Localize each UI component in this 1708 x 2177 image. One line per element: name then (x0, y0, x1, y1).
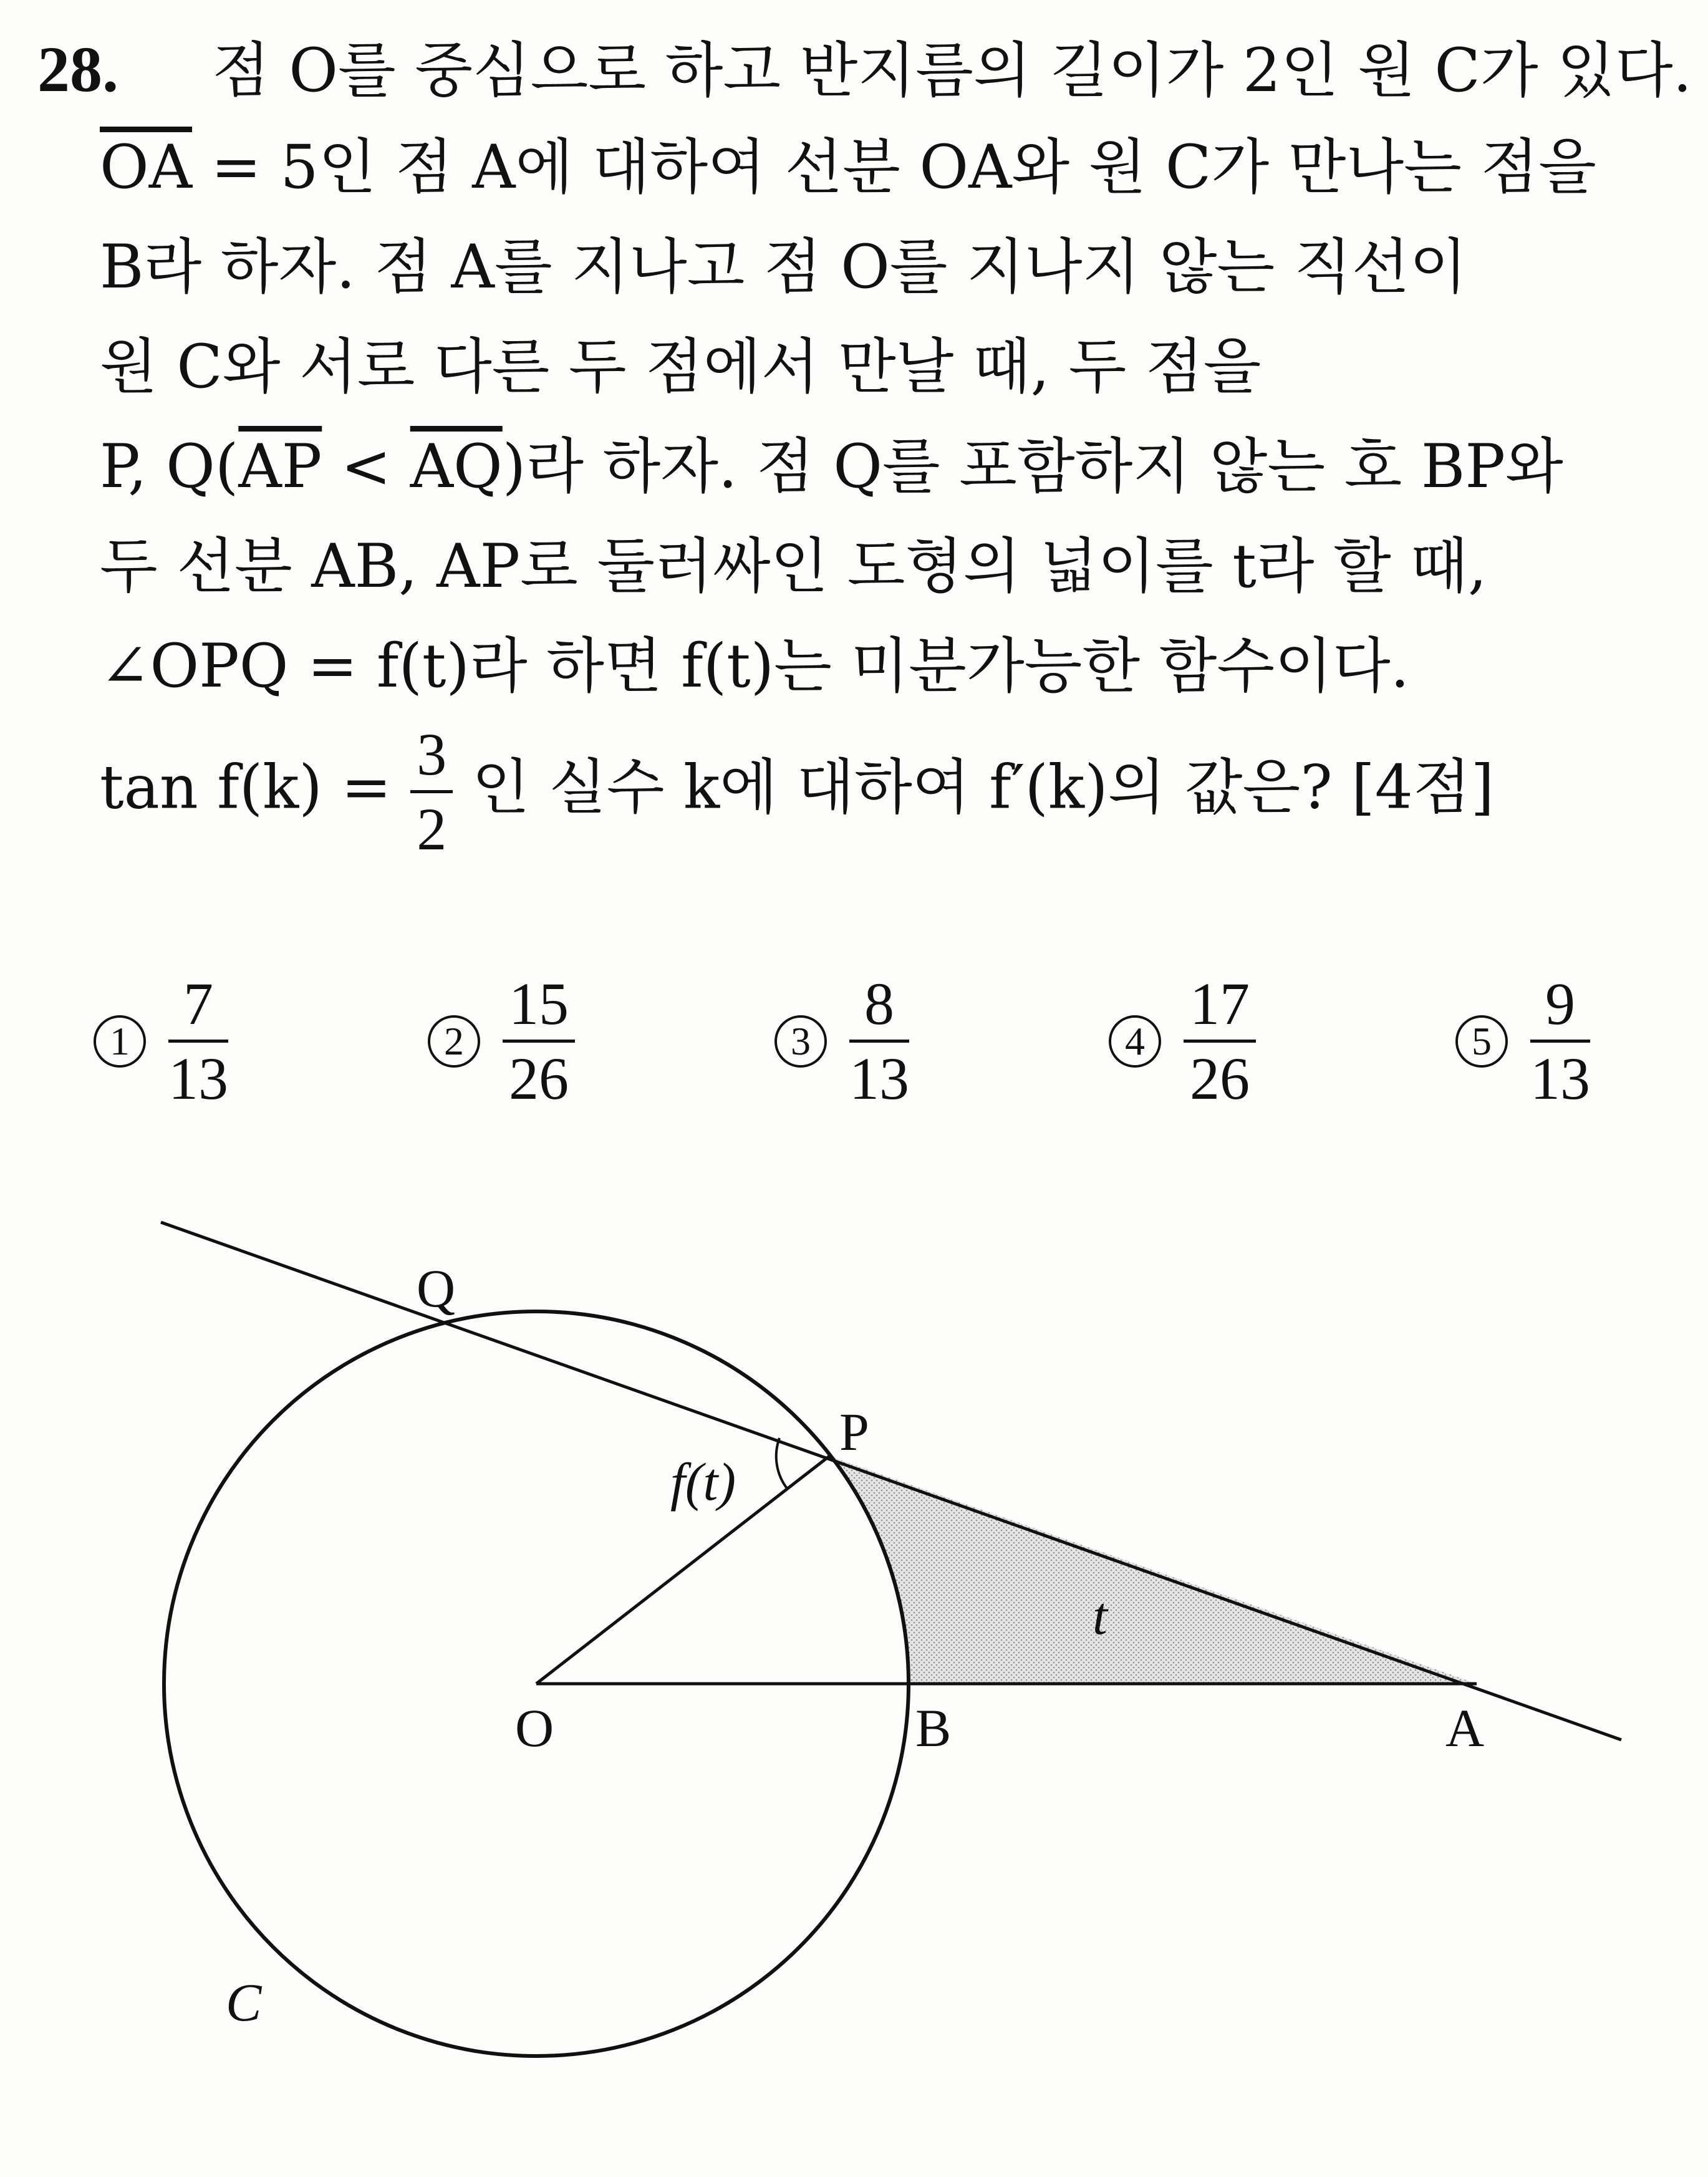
choice-4[interactable]: 4 $\frac{17}{26}$ (1109, 973, 1256, 1111)
segment-oa: $\overline{OA}$ (100, 132, 193, 202)
choice-marker: 4 (1109, 1015, 1161, 1068)
question-line-8: tan f(k) = $\frac{3}{2}$ 인 실수 k에 대하여 f′(k)의 값은? [4점] (100, 721, 1494, 862)
question-line-1: 28. 점 O를 중심으로 하고 반지름의 길이가 2인 원 C가 있다. (37, 34, 1692, 105)
question-line-5: P, $Q(\overline{AP} < \overline{AQ})$라 하자. 점 Q를 포함하지 않는 호 BP와 (100, 432, 1563, 501)
segment-ap: $\overline{AP}$ (238, 432, 322, 501)
label-t: t (1093, 1586, 1107, 1646)
label-angle-ft: f(t) (670, 1452, 736, 1512)
question-line-2: $\overline{OA} = 5$인 점 A에 대하여 선분 OA와 원 C가 만나는 점을 (100, 132, 1596, 202)
fraction-three-halves: $\frac{3}{2}$ (410, 723, 453, 861)
line-qpa (161, 1222, 1621, 1740)
label-o: O (515, 1698, 554, 1758)
choice-marker: 2 (428, 1015, 480, 1068)
label-p: P (839, 1402, 869, 1462)
choice-marker: 5 (1455, 1015, 1508, 1068)
choice-5[interactable]: 5 $\frac{9}{13}$ (1455, 973, 1590, 1111)
label-q: Q (417, 1258, 456, 1318)
label-a: A (1445, 1698, 1485, 1758)
choice-2[interactable]: 2 $\frac{15}{26}$ (428, 973, 575, 1111)
angle-arc-opq (776, 1438, 788, 1489)
question-number: 28. (37, 34, 118, 105)
label-c: C (226, 1972, 262, 2032)
label-b: B (915, 1698, 952, 1758)
question-line-7: ∠OPQ = f(t)라 하면 f(t)는 미분가능한 함수이다. (100, 631, 1410, 701)
choice-marker: 1 (94, 1015, 146, 1068)
segment-aq: $\overline{AQ}$ (410, 432, 503, 501)
choice-1[interactable]: 1 $\frac{7}{13}$ (94, 973, 228, 1111)
shaded-region-t (829, 1456, 1477, 1684)
question-line-6: 두 선분 AB, AP로 둘러싸인 도형의 넓이를 t라 할 때, (100, 531, 1487, 601)
question-line-4: 원 C와 서로 다른 두 점에서 만날 때, 두 점을 (100, 332, 1262, 402)
choice-marker: 3 (774, 1015, 827, 1068)
choice-3[interactable]: 3 $\frac{8}{13}$ (774, 973, 909, 1111)
question-line-3: B라 하자. 점 A를 지나고 점 O를 지나지 않는 직선이 (100, 232, 1467, 302)
